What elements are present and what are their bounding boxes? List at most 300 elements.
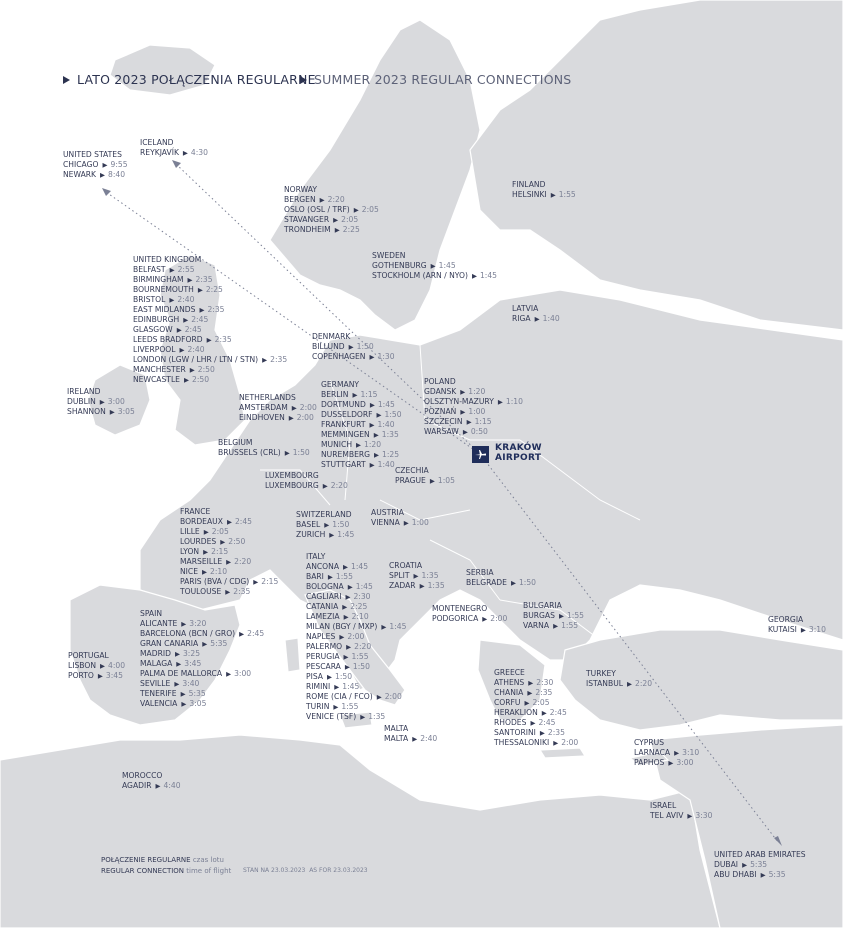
country-name: UNITED ARAB EMIRATES bbox=[714, 850, 806, 859]
route-entry bbox=[512, 314, 560, 324]
route-entry bbox=[133, 315, 287, 325]
route-entry bbox=[140, 659, 264, 669]
route-city: TOULOUSE bbox=[180, 587, 222, 596]
route-arrow-icon: ▶ bbox=[262, 356, 268, 364]
route-entry bbox=[306, 662, 406, 672]
route-entry bbox=[133, 275, 287, 285]
route-arrow-icon: ▶ bbox=[197, 286, 203, 294]
route-entry bbox=[321, 440, 402, 450]
route-flight-time: 2:45 bbox=[538, 718, 556, 727]
route-flight-time: 2:05 bbox=[361, 205, 379, 214]
route-arrow-icon: ▶ bbox=[155, 782, 161, 790]
route-entry bbox=[372, 261, 497, 271]
route-city: LILLE bbox=[180, 527, 200, 536]
route-flight-time: 2:00 bbox=[490, 614, 508, 623]
route-arrow-icon: ▶ bbox=[179, 346, 185, 354]
route-city: EAST MIDLANDS bbox=[133, 305, 196, 314]
route-city: NUREMBERG bbox=[321, 450, 371, 459]
country-name: POLAND bbox=[424, 377, 456, 386]
country-austria bbox=[371, 508, 429, 528]
route-city: KUTAISI bbox=[768, 625, 797, 634]
route-flight-time: 2:00 bbox=[296, 413, 314, 422]
route-city: BRISTOL bbox=[133, 295, 166, 304]
route-arrow-icon: ▶ bbox=[343, 653, 349, 661]
route-entry bbox=[523, 611, 584, 621]
route-flight-time: 2:35 bbox=[547, 728, 565, 737]
route-entry bbox=[239, 403, 317, 413]
route-arrow-icon: ▶ bbox=[403, 519, 409, 527]
route-arrow-icon: ▶ bbox=[373, 431, 379, 439]
route-arrow-icon: ▶ bbox=[99, 398, 105, 406]
route-entry bbox=[265, 481, 348, 491]
route-arrow-icon: ▶ bbox=[800, 626, 806, 634]
route-city: EDINBURGH bbox=[133, 315, 180, 324]
country-name: CROATIA bbox=[389, 561, 423, 570]
country-name: LUXEMBOURG bbox=[265, 471, 319, 480]
route-arrow-icon: ▶ bbox=[369, 401, 375, 409]
route-city: VENICE (TSF) bbox=[306, 712, 357, 721]
route-flight-time: 2:45 bbox=[184, 325, 202, 334]
route-flight-time: 2:45 bbox=[191, 315, 209, 324]
route-flight-time: 9:55 bbox=[110, 160, 128, 169]
route-arrow-icon: ▶ bbox=[176, 326, 182, 334]
route-flight-time: 1:50 bbox=[356, 342, 374, 351]
route-city: ISTANBUL bbox=[586, 679, 623, 688]
country-montenegro bbox=[432, 604, 507, 624]
route-city: BILLUND bbox=[312, 342, 345, 351]
route-flight-time: 2:45 bbox=[234, 517, 252, 526]
route-city: SZCZECIN bbox=[424, 417, 463, 426]
route-flight-time: 1:55 bbox=[341, 702, 359, 711]
country-norway bbox=[284, 185, 379, 235]
route-entry bbox=[133, 285, 287, 295]
route-arrow-icon: ▶ bbox=[369, 421, 375, 429]
route-flight-time: 1:45 bbox=[389, 622, 407, 631]
route-entry bbox=[306, 702, 406, 712]
route-arrow-icon: ▶ bbox=[460, 388, 466, 396]
route-arrow-icon: ▶ bbox=[102, 161, 108, 169]
route-arrow-icon: ▶ bbox=[353, 206, 359, 214]
route-city: HELSINKI bbox=[512, 190, 547, 199]
route-entry bbox=[180, 567, 278, 577]
country-serbia bbox=[466, 568, 536, 588]
route-city: EINDHOVEN bbox=[239, 413, 285, 422]
land-crete bbox=[540, 748, 585, 758]
route-flight-time: 2:50 bbox=[228, 537, 246, 546]
country-turkey bbox=[586, 669, 652, 689]
route-entry bbox=[68, 671, 125, 681]
route-city: ANCONA bbox=[306, 562, 340, 571]
route-flight-time: 2:15 bbox=[211, 547, 229, 556]
route-city: PESCARA bbox=[306, 662, 341, 671]
route-entry bbox=[634, 748, 699, 758]
country-name: UNITED STATES bbox=[63, 150, 122, 159]
route-flight-time: 1:05 bbox=[437, 476, 455, 485]
route-city: MARSEILLE bbox=[180, 557, 223, 566]
route-entry bbox=[180, 527, 278, 537]
country-name: MOROCCO bbox=[122, 771, 163, 780]
route-city: TEL AVIV bbox=[650, 811, 684, 820]
route-arrow-icon: ▶ bbox=[374, 451, 380, 459]
route-entry bbox=[395, 476, 455, 486]
legend-en-label: REGULAR CONNECTION bbox=[101, 867, 185, 875]
route-flight-time: 8:40 bbox=[108, 170, 126, 179]
route-arrow-icon: ▶ bbox=[381, 623, 387, 631]
route-arrow-icon: ▶ bbox=[369, 461, 375, 469]
route-city: ZURICH bbox=[296, 530, 326, 539]
route-arrow-icon: ▶ bbox=[239, 630, 245, 638]
route-entry bbox=[140, 669, 264, 679]
country-name: BELGIUM bbox=[218, 438, 253, 447]
route-arrow-icon: ▶ bbox=[220, 538, 226, 546]
route-entry bbox=[133, 365, 287, 375]
route-flight-time: 1:35 bbox=[421, 571, 439, 580]
route-flight-time: 1:45 bbox=[377, 400, 395, 409]
route-arrow-icon: ▶ bbox=[322, 482, 328, 490]
country-name: CYPRUS bbox=[634, 738, 665, 747]
route-entry bbox=[306, 592, 406, 602]
country-name: CZECHIA bbox=[395, 466, 429, 475]
route-flight-time: 1:55 bbox=[351, 652, 369, 661]
route-flight-time: 3:00 bbox=[676, 758, 694, 767]
route-city: RIGA bbox=[512, 314, 531, 323]
route-flight-time: 2:05 bbox=[211, 527, 229, 536]
route-arrow-icon: ▶ bbox=[412, 735, 418, 743]
route-arrow-icon: ▶ bbox=[180, 690, 186, 698]
route-entry bbox=[424, 407, 523, 417]
route-arrow-icon: ▶ bbox=[203, 528, 209, 536]
route-flight-time: 0:50 bbox=[470, 427, 488, 436]
country-netherlands bbox=[239, 393, 317, 423]
route-city: OLSZTYN-MAZURY bbox=[424, 397, 494, 406]
route-arrow-icon: ▶ bbox=[334, 226, 340, 234]
route-city: BARCELONA (BCN / GRO) bbox=[140, 629, 236, 638]
land-africa bbox=[0, 735, 720, 928]
country-united-states bbox=[63, 150, 128, 180]
route-arrow-icon: ▶ bbox=[558, 612, 564, 620]
route-flight-time: 2:40 bbox=[177, 295, 195, 304]
route-city: NICE bbox=[180, 567, 199, 576]
route-entry bbox=[321, 410, 402, 420]
route-flight-time: 2:05 bbox=[341, 215, 359, 224]
legend-pl-label: POŁĄCZENIE REGULARNE bbox=[101, 856, 191, 864]
route-city: THESSALONIKI bbox=[494, 738, 550, 747]
route-flight-time: 1:50 bbox=[384, 410, 402, 419]
route-city: VALENCIA bbox=[140, 699, 178, 708]
route-entry bbox=[466, 578, 536, 588]
route-entry bbox=[389, 581, 445, 591]
route-entry bbox=[306, 682, 406, 692]
route-entry bbox=[133, 265, 287, 275]
route-entry bbox=[494, 728, 578, 738]
country-name: PORTUGAL bbox=[68, 651, 109, 660]
route-entry bbox=[306, 632, 406, 642]
route-flight-time: 5:35 bbox=[750, 860, 768, 869]
route-city: NEWCASTLE bbox=[133, 375, 180, 384]
route-entry bbox=[586, 679, 652, 689]
route-flight-time: 2:20 bbox=[327, 195, 345, 204]
country-denmark bbox=[312, 332, 395, 362]
route-entry bbox=[67, 397, 135, 407]
country-ireland bbox=[67, 387, 135, 417]
route-city: ATHENS bbox=[494, 678, 525, 687]
route-entry bbox=[284, 215, 379, 225]
route-entry bbox=[296, 520, 354, 530]
country-name: ITALY bbox=[306, 552, 326, 561]
route-city: SEVILLE bbox=[140, 679, 171, 688]
legend bbox=[101, 855, 231, 877]
route-entry bbox=[140, 629, 264, 639]
route-flight-time: 1:45 bbox=[479, 271, 498, 280]
legend-en-sub: time of flight bbox=[186, 867, 232, 875]
route-entry bbox=[63, 160, 128, 170]
country-name: NORWAY bbox=[284, 185, 317, 194]
route-city: COPENHAGEN bbox=[312, 352, 366, 361]
route-arrow-icon: ▶ bbox=[324, 521, 330, 529]
route-flight-time: 1:40 bbox=[377, 460, 395, 469]
route-flight-time: 3:10 bbox=[808, 625, 826, 634]
route-arrow-icon: ▶ bbox=[284, 449, 290, 457]
route-city: CORFU bbox=[494, 698, 521, 707]
route-city: BERLIN bbox=[321, 390, 349, 399]
country-poland bbox=[424, 377, 523, 437]
route-flight-time: 1:55 bbox=[558, 190, 576, 199]
route-flight-time: 1:55 bbox=[561, 621, 579, 630]
route-flight-time: 2:35 bbox=[233, 587, 251, 596]
route-arrow-icon: ▶ bbox=[339, 633, 345, 641]
land-iceland bbox=[110, 45, 215, 95]
route-flight-time: 1:40 bbox=[542, 314, 560, 323]
route-arrow-icon: ▶ bbox=[199, 306, 205, 314]
route-entry bbox=[650, 811, 712, 821]
route-arrow-icon: ▶ bbox=[329, 531, 335, 539]
route-flight-time: 3:05 bbox=[117, 407, 135, 416]
route-entry bbox=[494, 718, 578, 728]
route-entry bbox=[494, 698, 578, 708]
route-city: VARNA bbox=[523, 621, 550, 630]
route-flight-time: 1:45 bbox=[351, 562, 369, 571]
route-arrow-icon: ▶ bbox=[333, 216, 339, 224]
route-city: STUTTGART bbox=[321, 460, 366, 469]
hub-line1: KRAKÓW bbox=[495, 443, 542, 453]
route-city: FRANKFURT bbox=[321, 420, 366, 429]
route-entry bbox=[306, 652, 406, 662]
legend-pl-sub: czas lotu bbox=[192, 856, 224, 864]
route-flight-time: 1:35 bbox=[381, 430, 399, 439]
route-entry bbox=[321, 460, 402, 470]
route-entry bbox=[180, 577, 278, 587]
land-finland bbox=[470, 0, 843, 330]
country-czechia bbox=[395, 466, 455, 486]
route-city: HERAKLION bbox=[494, 708, 538, 717]
route-flight-time: 1:50 bbox=[292, 448, 310, 457]
country-spain bbox=[140, 609, 264, 709]
route-arrow-icon: ▶ bbox=[181, 700, 187, 708]
route-city: MILAN (BGY / MXP) bbox=[306, 622, 378, 631]
route-entry bbox=[306, 612, 406, 622]
route-arrow-icon: ▶ bbox=[460, 408, 466, 416]
route-arrow-icon: ▶ bbox=[369, 353, 375, 361]
country-france bbox=[180, 507, 278, 597]
route-city: BORDEAUX bbox=[180, 517, 223, 526]
route-entry bbox=[424, 427, 523, 437]
route-arrow-icon: ▶ bbox=[97, 672, 103, 680]
route-city: GDANSK bbox=[424, 387, 457, 396]
country-cyprus bbox=[634, 738, 699, 768]
route-flight-time: 1:50 bbox=[352, 662, 370, 671]
route-entry bbox=[140, 639, 264, 649]
route-flight-time: 3:00 bbox=[107, 397, 125, 406]
route-city: PODGORICA bbox=[432, 614, 479, 623]
route-arrow-icon: ▶ bbox=[541, 709, 547, 717]
route-entry bbox=[180, 587, 278, 597]
route-city: MEMMINGEN bbox=[321, 430, 370, 439]
route-arrow-icon: ▶ bbox=[253, 578, 259, 586]
route-flight-time: 3:00 bbox=[234, 669, 252, 678]
route-arrow-icon: ▶ bbox=[291, 404, 297, 412]
route-arrow-icon: ▶ bbox=[344, 663, 350, 671]
route-city: LYON bbox=[180, 547, 200, 556]
route-city: DORTMUND bbox=[321, 400, 366, 409]
route-entry bbox=[321, 400, 402, 410]
route-entry bbox=[306, 602, 406, 612]
route-arrow-icon: ▶ bbox=[413, 572, 419, 580]
route-arrow-icon: ▶ bbox=[176, 660, 182, 668]
country-name: BULGARIA bbox=[523, 601, 562, 610]
status-pl: STAN NA 23.03.2023 bbox=[243, 867, 306, 874]
route-arrow-icon: ▶ bbox=[319, 196, 325, 204]
route-arrow-icon: ▶ bbox=[528, 679, 534, 687]
route-arrow-icon: ▶ bbox=[482, 615, 488, 623]
route-flight-time: 4:00 bbox=[108, 661, 126, 670]
route-city: BARI bbox=[306, 572, 324, 581]
route-entry bbox=[389, 571, 445, 581]
route-city: LIVERPOOL bbox=[133, 345, 176, 354]
route-city: SANTORINI bbox=[494, 728, 536, 737]
route-flight-time: 2:45 bbox=[247, 629, 265, 638]
route-entry bbox=[494, 678, 578, 688]
route-flight-time: 2:45 bbox=[549, 708, 567, 717]
route-arrow-icon: ▶ bbox=[466, 418, 472, 426]
route-city: ZADAR bbox=[389, 581, 416, 590]
route-arrow-icon: ▶ bbox=[183, 376, 189, 384]
country-name: DENMARK bbox=[312, 332, 351, 341]
route-entry bbox=[306, 622, 406, 632]
route-arrow-icon: ▶ bbox=[187, 276, 193, 284]
country-name: AUSTRIA bbox=[371, 508, 404, 517]
route-entry bbox=[312, 342, 395, 352]
route-flight-time: 2:20 bbox=[354, 642, 372, 651]
country-name: SERBIA bbox=[466, 568, 494, 577]
route-entry bbox=[180, 517, 278, 527]
country-sweden bbox=[372, 251, 497, 281]
route-city: MUNICH bbox=[321, 440, 353, 449]
route-flight-time: 2:25 bbox=[205, 285, 223, 294]
route-arrow-icon: ▶ bbox=[534, 315, 540, 323]
hub-label-krakow bbox=[495, 443, 542, 463]
route-flight-time: 2:35 bbox=[270, 355, 288, 364]
route-entry bbox=[218, 448, 310, 458]
route-flight-time: 2:10 bbox=[210, 567, 228, 576]
country-united-arab-emirates bbox=[714, 850, 806, 880]
country-bulgaria bbox=[523, 601, 584, 631]
route-entry bbox=[312, 352, 395, 362]
country-name: UNITED KINGDOM bbox=[133, 255, 202, 264]
route-city: PARIS (BVA / CDG) bbox=[180, 577, 250, 586]
hub-line2: AIRPORT bbox=[495, 453, 542, 463]
route-arrow-icon: ▶ bbox=[100, 662, 106, 670]
route-arrow-icon: ▶ bbox=[668, 759, 674, 767]
route-city: PAPHOS bbox=[634, 758, 665, 767]
route-entry bbox=[494, 688, 578, 698]
route-entry bbox=[180, 547, 278, 557]
land-sardinia bbox=[285, 638, 300, 672]
country-name: SPAIN bbox=[140, 609, 163, 618]
route-flight-time: 1:45 bbox=[355, 582, 373, 591]
route-arrow-icon: ▶ bbox=[333, 703, 339, 711]
route-arrow-icon: ▶ bbox=[742, 861, 748, 869]
route-entry bbox=[140, 649, 264, 659]
route-flight-time: 1:50 bbox=[518, 578, 536, 587]
route-entry bbox=[180, 557, 278, 567]
route-flight-time: 2:00 bbox=[561, 738, 579, 747]
route-arrow-icon: ▶ bbox=[326, 673, 332, 681]
route-arrow-icon: ▶ bbox=[342, 603, 348, 611]
route-city: NAPLES bbox=[306, 632, 336, 641]
route-flight-time: 2:00 bbox=[347, 632, 365, 641]
route-arrow-icon: ▶ bbox=[226, 670, 232, 678]
route-arrow-icon: ▶ bbox=[348, 343, 354, 351]
route-arrow-icon: ▶ bbox=[524, 699, 530, 707]
title-pl-marker-icon bbox=[63, 76, 70, 84]
route-entry bbox=[284, 225, 379, 235]
route-flight-time: 3:30 bbox=[695, 811, 713, 820]
route-flight-time: 2:05 bbox=[532, 698, 550, 707]
route-city: OSLO (OSL / TRF) bbox=[284, 205, 350, 214]
country-georgia bbox=[768, 615, 826, 635]
route-flight-time: 3:25 bbox=[182, 649, 201, 658]
route-entry bbox=[180, 537, 278, 547]
route-flight-time: 2:40 bbox=[420, 734, 438, 743]
route-arrow-icon: ▶ bbox=[347, 583, 353, 591]
country-name: SWEDEN bbox=[372, 251, 406, 260]
route-city: WARSAW bbox=[424, 427, 459, 436]
route-entry bbox=[296, 530, 354, 540]
country-name: ICELAND bbox=[140, 138, 174, 147]
route-arrow-icon: ▶ bbox=[181, 620, 187, 628]
country-name: GERMANY bbox=[321, 380, 360, 389]
route-entry bbox=[372, 271, 497, 281]
route-arrow-icon: ▶ bbox=[539, 729, 545, 737]
status-date bbox=[243, 867, 368, 874]
country-name: ISRAEL bbox=[650, 801, 677, 810]
land-scandinavia bbox=[270, 20, 480, 330]
route-flight-time: 2:50 bbox=[197, 365, 215, 374]
route-city: RIMINI bbox=[306, 682, 331, 691]
route-arrow-icon: ▶ bbox=[360, 713, 366, 721]
route-city: MADRID bbox=[140, 649, 171, 658]
route-flight-time: 5:35 bbox=[188, 689, 206, 698]
route-city: GRAN CANARIA bbox=[140, 639, 199, 648]
route-arrow-icon: ▶ bbox=[760, 871, 766, 879]
route-flight-time: 1:45 bbox=[337, 530, 355, 539]
country-finland bbox=[512, 180, 576, 200]
route-arrow-icon: ▶ bbox=[169, 296, 175, 304]
route-entry bbox=[67, 407, 135, 417]
route-arrow-icon: ▶ bbox=[174, 680, 180, 688]
route-entry bbox=[284, 195, 379, 205]
route-flight-time: 3:40 bbox=[182, 679, 200, 688]
